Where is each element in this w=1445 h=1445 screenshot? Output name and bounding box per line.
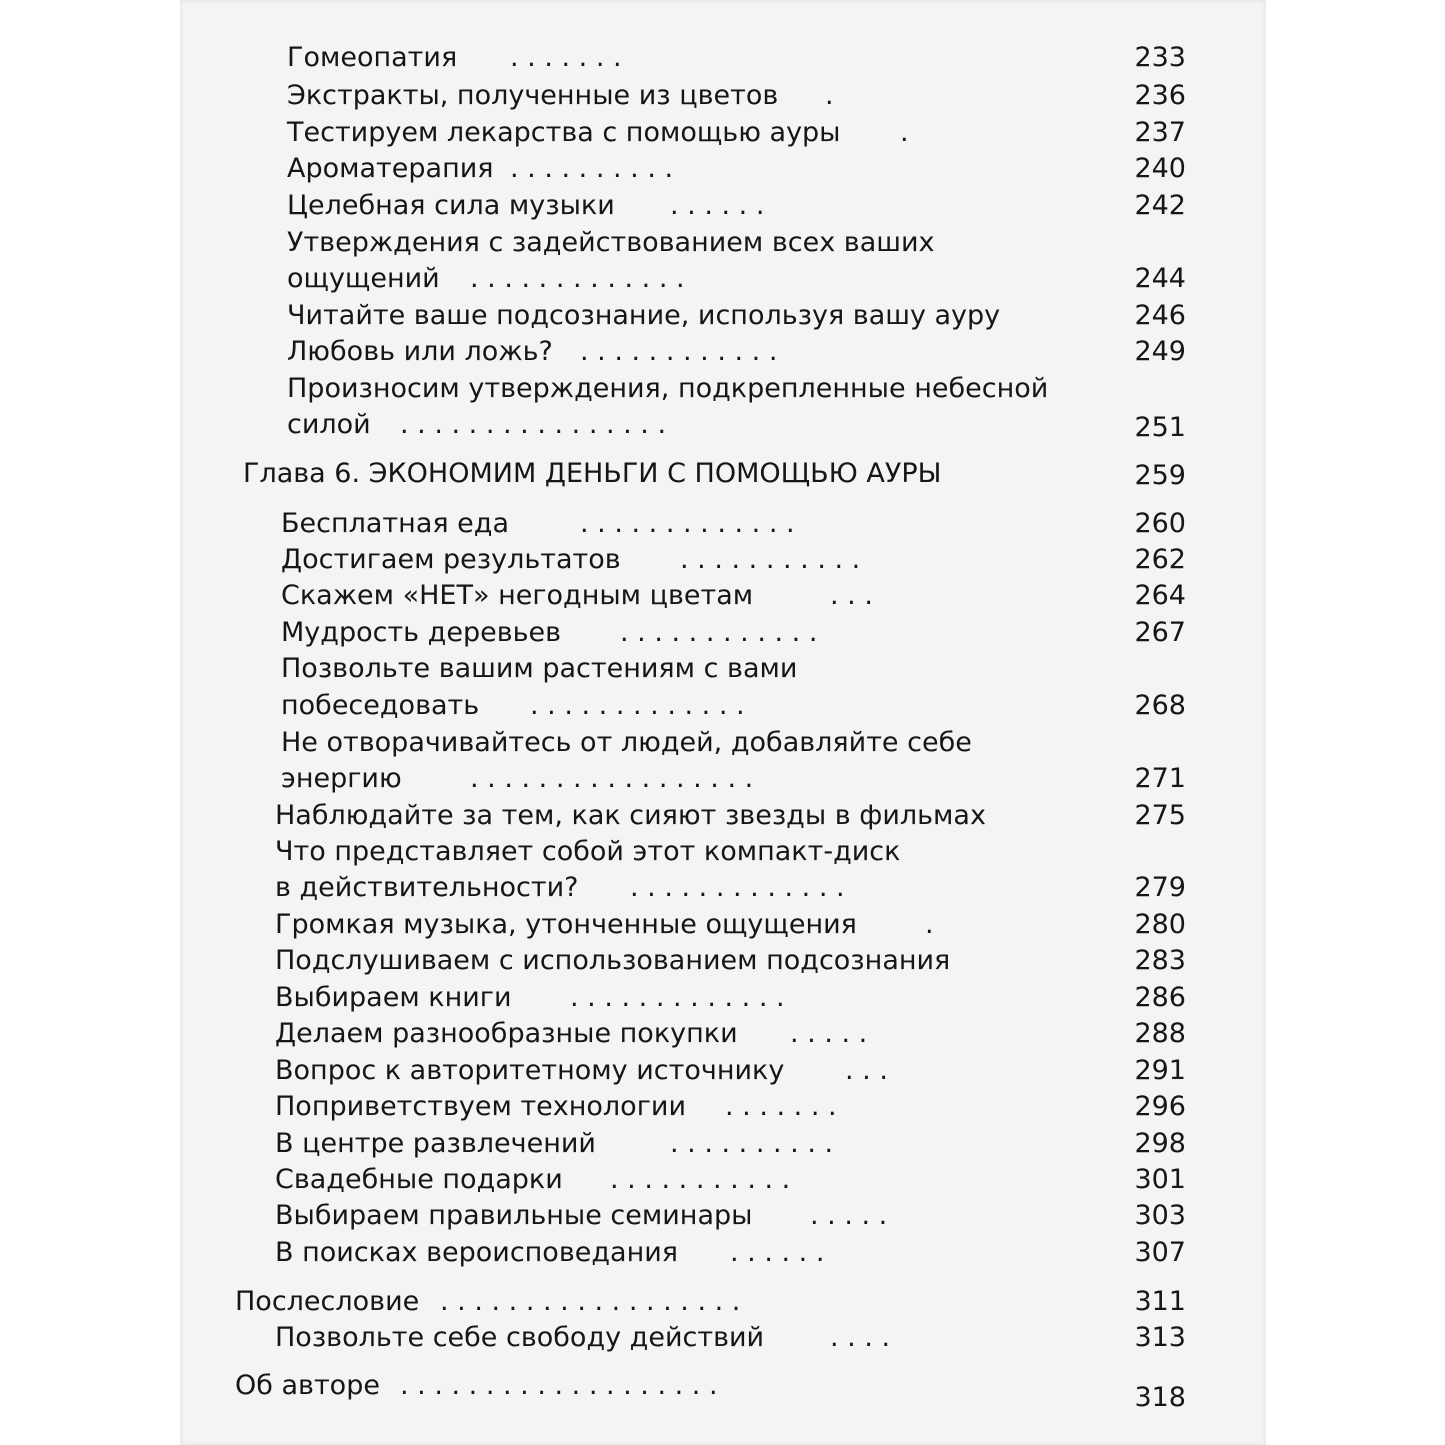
toc-entry-title: Об авторе <box>235 1370 380 1401</box>
toc-entry-title: Наблюдайте за тем, как сияют звезды в фильмах <box>275 800 986 831</box>
toc-entry-page-number: 242 <box>1134 190 1186 221</box>
toc-entry-title: Гомеопатия <box>287 42 458 73</box>
toc-entry-page-number: 286 <box>1134 982 1186 1013</box>
toc-entry-title: побеседовать <box>281 690 480 721</box>
toc-entry-title: Тестируем лекарства с помощью ауры <box>287 117 841 148</box>
toc-entry-page-number: 271 <box>1134 763 1186 794</box>
toc-entry-page-number: 291 <box>1134 1055 1186 1086</box>
toc-entry-leader-dots: . . . . . . . . . . . . . <box>530 690 745 721</box>
toc-entry-leader-dots: . . . . . . . . . . . . . . . . . . <box>440 1286 741 1317</box>
toc-entry-leader-dots: . . . . . . . . . . . <box>680 544 861 575</box>
toc-entry-page-number: 298 <box>1134 1128 1186 1159</box>
toc-entry-leader-dots: . . . . . . <box>670 190 765 221</box>
toc-entry-leader-dots: . . . . . . . . . . . . . <box>570 982 785 1013</box>
toc-entry-title: Скажем «НЕТ» негодным цветам <box>281 580 754 611</box>
toc-entry-page-number: 275 <box>1134 800 1186 831</box>
toc-entry-page-number: 233 <box>1134 42 1186 73</box>
toc-entry-leader-dots: . . . . . . . . . . . . . . . . . <box>470 763 754 794</box>
toc-entry-leader-dots: . <box>900 117 909 148</box>
toc-entry-title: в действительности? <box>275 872 579 903</box>
toc-entry-title: Мудрость деревьев <box>281 617 562 648</box>
toc-entry-page-number: 244 <box>1134 263 1186 294</box>
toc-entry-title: Выбираем книги <box>275 982 512 1013</box>
toc-entry-title: силой <box>287 409 371 440</box>
toc-entry-title: В центре развлечений <box>275 1128 596 1159</box>
toc-entry-page-number: 236 <box>1134 80 1186 111</box>
toc-entry-page-number: 279 <box>1134 872 1186 903</box>
toc-entry-page-number: 288 <box>1134 1018 1186 1049</box>
toc-entry-title: Не отворачивайтесь от людей, добавляйте себе <box>281 727 972 758</box>
toc-entry-leader-dots: . . . . . . <box>730 1237 825 1268</box>
toc-entry-leader-dots: . . . . . . . . . . . . . . . . . . . <box>400 1370 718 1401</box>
table-of-contents <box>180 0 1266 1445</box>
toc-entry-page-number: 237 <box>1134 117 1186 148</box>
toc-entry-title: Свадебные подарки <box>275 1164 563 1195</box>
toc-entry-page-number: 307 <box>1134 1237 1186 1268</box>
toc-entry-title: Позвольте себе свободу действий <box>275 1322 765 1353</box>
toc-entry-page-number: 251 <box>1134 412 1186 443</box>
toc-entry-title: Утверждения с задействованием всех ваших <box>287 227 935 258</box>
toc-entry-title: Громкая музыка, утонченные ощущения <box>275 909 857 940</box>
toc-entry-leader-dots: . . . . <box>830 1322 891 1353</box>
toc-entry-leader-dots: . . . . . . . . . . <box>510 153 674 184</box>
toc-entry-leader-dots: . . . . . . . . . . . . . <box>580 508 795 539</box>
toc-entry-leader-dots: . . . . . . . <box>510 42 622 73</box>
toc-entry-leader-dots: . <box>825 80 834 111</box>
toc-entry-leader-dots: . . . . . . . . . . . . <box>620 617 818 648</box>
toc-entry-page-number: 264 <box>1134 580 1186 611</box>
toc-entry-title: В поисках вероисповедания <box>275 1237 679 1268</box>
toc-entry-title: Что представляет собой этот компакт-диск <box>275 836 901 867</box>
toc-entry-leader-dots: . . . . . . . . . . . . . . . . <box>400 409 667 440</box>
toc-entry-title: Выбираем правильные семинары <box>275 1200 753 1231</box>
toc-entry-leader-dots: . . . . . . . . . . . . . <box>630 872 845 903</box>
toc-entry-page-number: 268 <box>1134 690 1186 721</box>
toc-entry-page-number: 262 <box>1134 544 1186 575</box>
toc-entry-title: Глава 6. ЭКОНОМИМ ДЕНЬГИ С ПОМОЩЬЮ АУРЫ <box>243 458 942 489</box>
toc-entry-title: Поприветствуем технологии <box>275 1091 686 1122</box>
toc-entry-title: Читайте ваше подсознание, используя вашу ауру <box>287 300 1001 331</box>
toc-entry-page-number: 259 <box>1134 460 1186 491</box>
toc-entry-title: ощущений <box>287 263 440 294</box>
toc-entry-leader-dots: . . . . . . . . . . <box>670 1128 834 1159</box>
toc-entry-page-number: 240 <box>1134 153 1186 184</box>
toc-entry-page-number: 311 <box>1134 1286 1186 1317</box>
toc-entry-title: Достигаем результатов <box>281 544 621 575</box>
toc-entry-title: Произносим утверждения, подкрепленные небесной <box>287 373 1049 404</box>
toc-entry-title: Любовь или ложь? <box>287 336 553 367</box>
toc-entry-title: Бесплатная еда <box>281 508 510 539</box>
toc-entry-title: Вопрос к авторитетному источнику <box>275 1055 785 1086</box>
toc-entry-leader-dots: . . . . . . . . . . . <box>610 1164 791 1195</box>
toc-entry-page-number: 283 <box>1134 945 1186 976</box>
toc-entry-page-number: 260 <box>1134 508 1186 539</box>
toc-entry-title: Ароматерапия <box>287 153 494 184</box>
toc-entry-leader-dots: . . . . . . . <box>725 1091 837 1122</box>
toc-entry-leader-dots: . . . <box>830 580 873 611</box>
toc-entry-leader-dots: . . . . . <box>790 1018 868 1049</box>
toc-entry-leader-dots: . . . <box>845 1055 888 1086</box>
toc-entry-leader-dots: . . . . . . . . . . . . . <box>470 263 685 294</box>
toc-entry-title: Делаем разнообразные покупки <box>275 1018 738 1049</box>
book-page <box>180 0 1266 1445</box>
toc-entry-page-number: 301 <box>1134 1164 1186 1195</box>
toc-entry-page-number: 246 <box>1134 300 1186 331</box>
toc-entry-page-number: 313 <box>1134 1322 1186 1353</box>
toc-entry-page-number: 249 <box>1134 336 1186 367</box>
toc-entry-title: Позвольте вашим растениям с вами <box>281 653 798 684</box>
toc-entry-leader-dots: . . . . . <box>810 1200 888 1231</box>
toc-entry-leader-dots: . . . . . . . . . . . . <box>580 336 778 367</box>
toc-entry-title: Послесловие <box>235 1286 420 1317</box>
toc-entry-page-number: 303 <box>1134 1200 1186 1231</box>
toc-entry-title: энергию <box>281 763 402 794</box>
toc-entry-page-number: 296 <box>1134 1091 1186 1122</box>
toc-entry-page-number: 267 <box>1134 617 1186 648</box>
toc-entry-title: Экстракты, полученные из цветов <box>287 80 779 111</box>
toc-entry-title: Целебная сила музыки <box>287 190 615 221</box>
toc-entry-page-number: 318 <box>1134 1382 1186 1413</box>
toc-entry-title: Подслушиваем с использованием подсознания <box>275 945 951 976</box>
toc-entry-leader-dots: . <box>925 909 934 940</box>
toc-entry-page-number: 280 <box>1134 909 1186 940</box>
